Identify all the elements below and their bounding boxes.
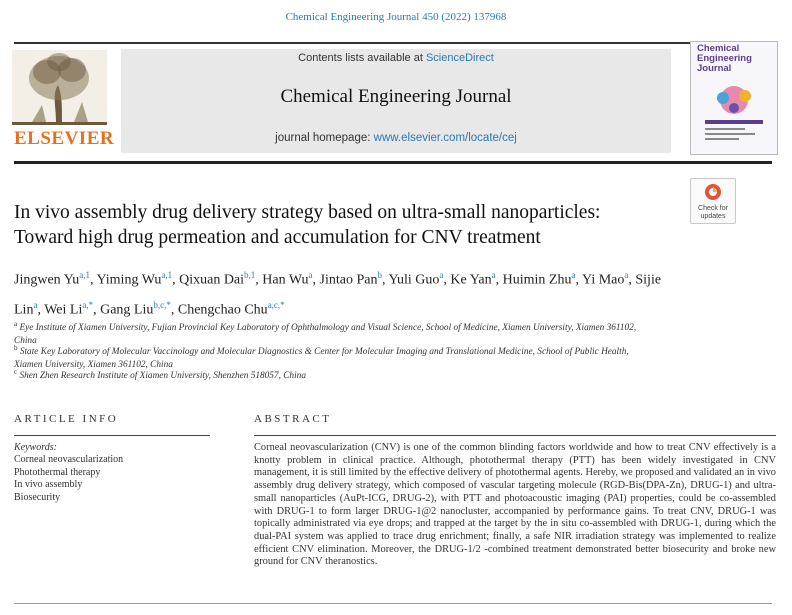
article-info-rule xyxy=(14,435,210,436)
author-affiliation-mark[interactable]: a,c,* xyxy=(267,299,285,310)
journal-cover[interactable] xyxy=(690,41,778,155)
contents-line xyxy=(121,52,671,64)
keywords-label: Keywords: xyxy=(14,442,57,453)
affiliation-text-cont: China xyxy=(14,335,37,346)
cover-title-line3: Journal xyxy=(697,63,732,74)
article-info-heading: ARTICLE INFO xyxy=(14,413,119,425)
check-updates-icon xyxy=(704,183,722,203)
author-affiliation-mark[interactable]: b xyxy=(377,270,382,280)
author-affiliation-mark[interactable]: a,* xyxy=(82,299,94,310)
check-for-updates-button[interactable] xyxy=(690,178,736,224)
keywords-list xyxy=(14,454,123,504)
author-affiliation-mark[interactable]: a xyxy=(491,270,496,280)
cover-title-line2: Engineering xyxy=(697,53,752,64)
affiliation-mark: c xyxy=(14,368,18,376)
homepage-prefix: journal homepage: xyxy=(275,132,374,144)
author-affiliation-mark[interactable]: a xyxy=(624,270,629,280)
journal-title: Chemical Engineering Journal xyxy=(280,86,512,107)
homepage-link[interactable]: www.elsevier.com/locate/cej xyxy=(373,132,517,144)
author-name[interactable]: Yi Mao xyxy=(581,272,625,288)
author-name[interactable]: Qixuan Dai xyxy=(179,272,245,288)
author-name[interactable]: Jintao Pan xyxy=(319,272,378,288)
author-name[interactable]: Chengchao Chu xyxy=(177,302,268,318)
affiliation-c xyxy=(14,366,704,383)
abstract-heading: ABSTRACT xyxy=(254,413,332,425)
author-affiliation-mark[interactable]: a,1 xyxy=(79,270,90,280)
affiliation-text: State Key Laboratory of Molecular Vaccinology and Molecular Diagnostics & Center for Molecular Imaging and Translational Medicine, School of Public Health, xyxy=(19,347,629,358)
affiliation-text: Shen Zhen Research Institute of Xiamen University, Shenzhen 518057, China xyxy=(19,371,306,382)
abstract-rule xyxy=(254,435,776,436)
author-name[interactable]: Gang Liu xyxy=(100,302,154,318)
author-affiliation-mark[interactable]: b,c,* xyxy=(153,299,171,310)
author-name[interactable]: Yuli Guo xyxy=(388,272,440,288)
author-name[interactable]: Wei Li xyxy=(44,302,83,318)
header-rule xyxy=(14,42,772,44)
journal-citation[interactable]: Chemical Engineering Journal 450 (2022) 137968 xyxy=(285,11,507,23)
affiliation-text-cont: Xiamen University, Xiamen 361102, China xyxy=(14,359,173,370)
keyword: Corneal neovascularization xyxy=(14,454,124,465)
paper-title-line1: In vivo assembly drug delivery strategy based on ultra-small nanoparticles: xyxy=(14,202,601,223)
cover-title xyxy=(697,44,752,74)
author-affiliation-mark[interactable]: a xyxy=(308,270,313,280)
contents-prefix: Contents lists available at xyxy=(298,52,426,64)
author-affiliation-mark[interactable]: a xyxy=(33,299,38,310)
author-affiliation-mark[interactable]: a xyxy=(439,270,444,280)
journal-homepage xyxy=(121,132,671,144)
paper-title-line2: Toward high drug permeation and accumulation for CNV treatment xyxy=(14,227,541,248)
author-affiliation-mark[interactable]: a,1 xyxy=(161,270,173,280)
cover-artwork xyxy=(697,78,771,148)
check-updates-line2: updates xyxy=(700,212,726,220)
keyword: In vivo assembly xyxy=(14,479,83,490)
author-name[interactable]: Huimin Zhu xyxy=(502,272,572,288)
affiliation-text: Eye Institute of Xiamen University, Fujian Provincial Key Laboratory of Ophthalmology and Visual Science, School of Medicine, Xiamen University, Xiamen 361102, xyxy=(19,323,637,334)
author-affiliation-mark[interactable]: a xyxy=(571,270,576,280)
check-updates-line1: Check for xyxy=(698,205,728,212)
author-name[interactable]: Jingwen Yu xyxy=(14,272,80,288)
keyword: Photothermal therapy xyxy=(14,466,101,478)
author-name[interactable]: Yiming Wu xyxy=(96,272,162,288)
affiliation-mark: a xyxy=(14,320,18,328)
paper-title xyxy=(14,200,684,250)
cover-title-line1: Chemical xyxy=(697,43,740,54)
sciencedirect-link[interactable]: ScienceDirect xyxy=(425,52,494,64)
author-name[interactable]: Sijie Lin xyxy=(14,272,662,318)
author-name[interactable]: Ke Yan xyxy=(450,272,492,288)
keyword: Biosecurity xyxy=(14,491,61,503)
author-affiliation-mark[interactable]: b,1 xyxy=(244,270,256,280)
author-list: Jingwen Yu$^{a,1}$, Yiming Wu$^{a,1}$, Qixuan Dai$^{b,1}$, Han Wu$^a$, Jintao Pan$^b$, Yuli Guo$^a$, Ke Yan$^a$, Huimin Zhu$^a$, Yi Mao$^a$, Sijie Lin$^a$, Wei $Li^{a,*}$, Gang Liu$^{b,c,*}$, Chengchao Chu$^{a,c,*}$ xyxy=(14,270,662,318)
author-name[interactable]: Han Wu xyxy=(262,272,309,288)
footer-rule xyxy=(14,603,772,604)
abstract-body: Corneal neovascularization (CNV) is one of the common blinding factors worldwide and how to treat CNV effectively is a knotty problem in clinical practice. Although, photothermal therapy (PTT) has been widely investigated in CNV management, it is still limited by the effective delivery of photothermal agents. Hereby, we proposed and validated an in vivo assembly drug delivery strategy, which composed of vascular targeting molecule (RGD-Bis(DPA-Zn), DRUG-1) and ultra-small nanoparticles (AuPt-ICG, DRUG-2), with PTT and photoacoustic imaging (PAI) properties, could be co-assembled with DRUG-1 to form larger DRUG-1@2 nanocluster, accompanied by performance gains. To treat CNV, DRUG-1 was topically administrated via eye drops; and trapped at the target by the in situ co-assembled with DRUG-1, during which the dual-PAI system was applied to trace drug enrichment; finally, a safe NIR irradiation strategy was implemented to realize efficient CNV elimination. Moreover, the DRUG-1/2 -combined treatment demonstrated better biosecurity and broke new ground for CNV theranostics. xyxy=(254,442,776,568)
elsevier-wordmark: ELSEVIER xyxy=(14,128,115,149)
check-updates-label xyxy=(691,205,735,220)
affiliation-mark: b xyxy=(14,344,18,352)
header-divider xyxy=(14,161,772,164)
